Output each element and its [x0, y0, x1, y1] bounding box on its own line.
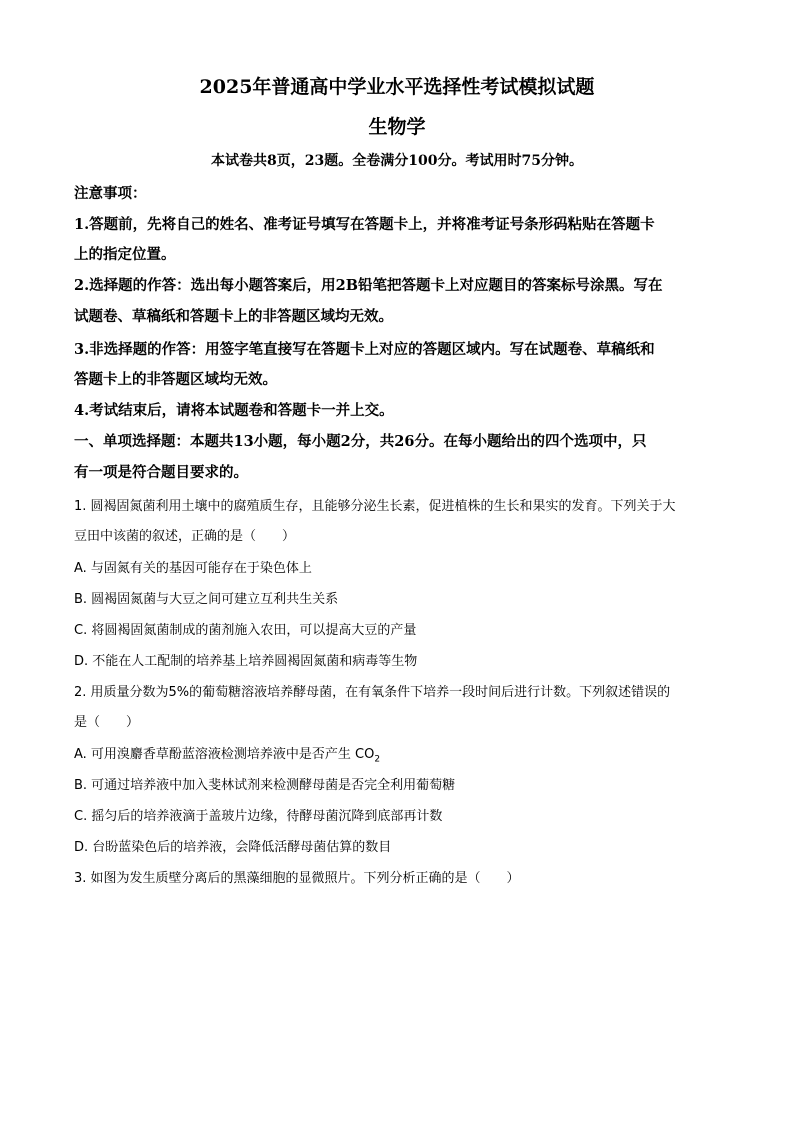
- question-2-stem-line-1: 2. 用质量分数为5%的葡萄糖溶液培养酵母菌，在有氧条件下培养一段时间后进行计数。下列叙述错误的: [74, 685, 671, 700]
- question-1-option-c: C. 将圆褐固氮菌制成的菌剂施入农田，可以提高大豆的产量: [74, 623, 417, 638]
- exam-title: 2025年普通高中学业水平选择性考试模拟试题: [199, 76, 595, 98]
- section-1-heading-line-2: 有一项是符合题目要求的。: [74, 464, 248, 481]
- question-1-option-d: D. 不能在人工配制的培养基上培养圆褐固氮菌和病毒等生物: [74, 654, 418, 669]
- notice-item-3-line-1: 3.非选择题的作答：用签字笔直接写在答题卡上对应的答题区域内。写在试题卷、草稿纸和: [74, 341, 655, 358]
- notice-item-1-line-2: 上的指定位置。: [74, 246, 176, 263]
- question-1-stem-line-1: 1. 圆褐固氮菌利用土壤中的腐殖质生存，且能够分泌生长素，促进植株的生长和果实的发育。下列关于大: [74, 499, 676, 514]
- question-2-option-c: C. 摇匀后的培养液滴于盖玻片边缘，待酵母菌沉降到底部再计数: [74, 809, 443, 824]
- section-1-heading-line-1: 一、单项选择题：本题共13小题，每小题2分，共26分。在每小题给出的四个选项中，只: [74, 433, 647, 450]
- notice-item-1-line-1: 1.答题前，先将自己的姓名、准考证号填写在答题卡上，并将准考证号条形码粘贴在答题卡: [74, 216, 655, 233]
- notice-item-2-line-1: 2.选择题的作答：选出每小题答案后，用2B铅笔把答题卡上对应题目的答案标号涂黑。写在: [74, 277, 663, 294]
- question-3-stem-line-1: 3. 如图为发生质壁分离后的黑藻细胞的显微照片。下列分析正确的是（ ）: [74, 871, 520, 886]
- question-1-option-a: A. 与固氮有关的基因可能存在于染色体上: [74, 561, 312, 576]
- question-2-stem-line-2: 是（ ）: [74, 715, 140, 730]
- question-1-option-b: B. 圆褐固氮菌与大豆之间可建立互利共生关系: [74, 592, 339, 607]
- question-2-option-d: D. 台盼蓝染色后的培养液，会降低活酵母菌估算的数目: [74, 840, 392, 855]
- question-2-option-a: [74, 743, 380, 765]
- notice-heading: 注意事项：: [74, 185, 147, 202]
- question-1-stem-line-2: 豆田中该菌的叙述，正确的是（ ）: [74, 529, 296, 544]
- co2-subscript: 2: [374, 754, 381, 765]
- notice-item-2-line-2: 试题卷、草稿纸和答题卡上的非答题区域均无效。: [74, 308, 393, 325]
- exam-info: 本试卷共8页，23题。全卷满分100分。考试用时75分钟。: [211, 153, 583, 169]
- notice-item-4: 4.考试结束后，请将本试题卷和答题卡一并上交。: [74, 402, 394, 419]
- question-2-option-b: B. 可通过培养液中加入斐林试剂来检测酵母菌是否完全利用葡萄糖: [74, 778, 456, 793]
- notice-item-3-line-2: 答题卡上的非答题区域均无效。: [74, 371, 277, 388]
- question-2-option-a-text: A. 可用溴麝香草酚蓝溶液检测培养液中是否产生 CO: [74, 747, 375, 762]
- subject-title: 生物学: [368, 116, 426, 138]
